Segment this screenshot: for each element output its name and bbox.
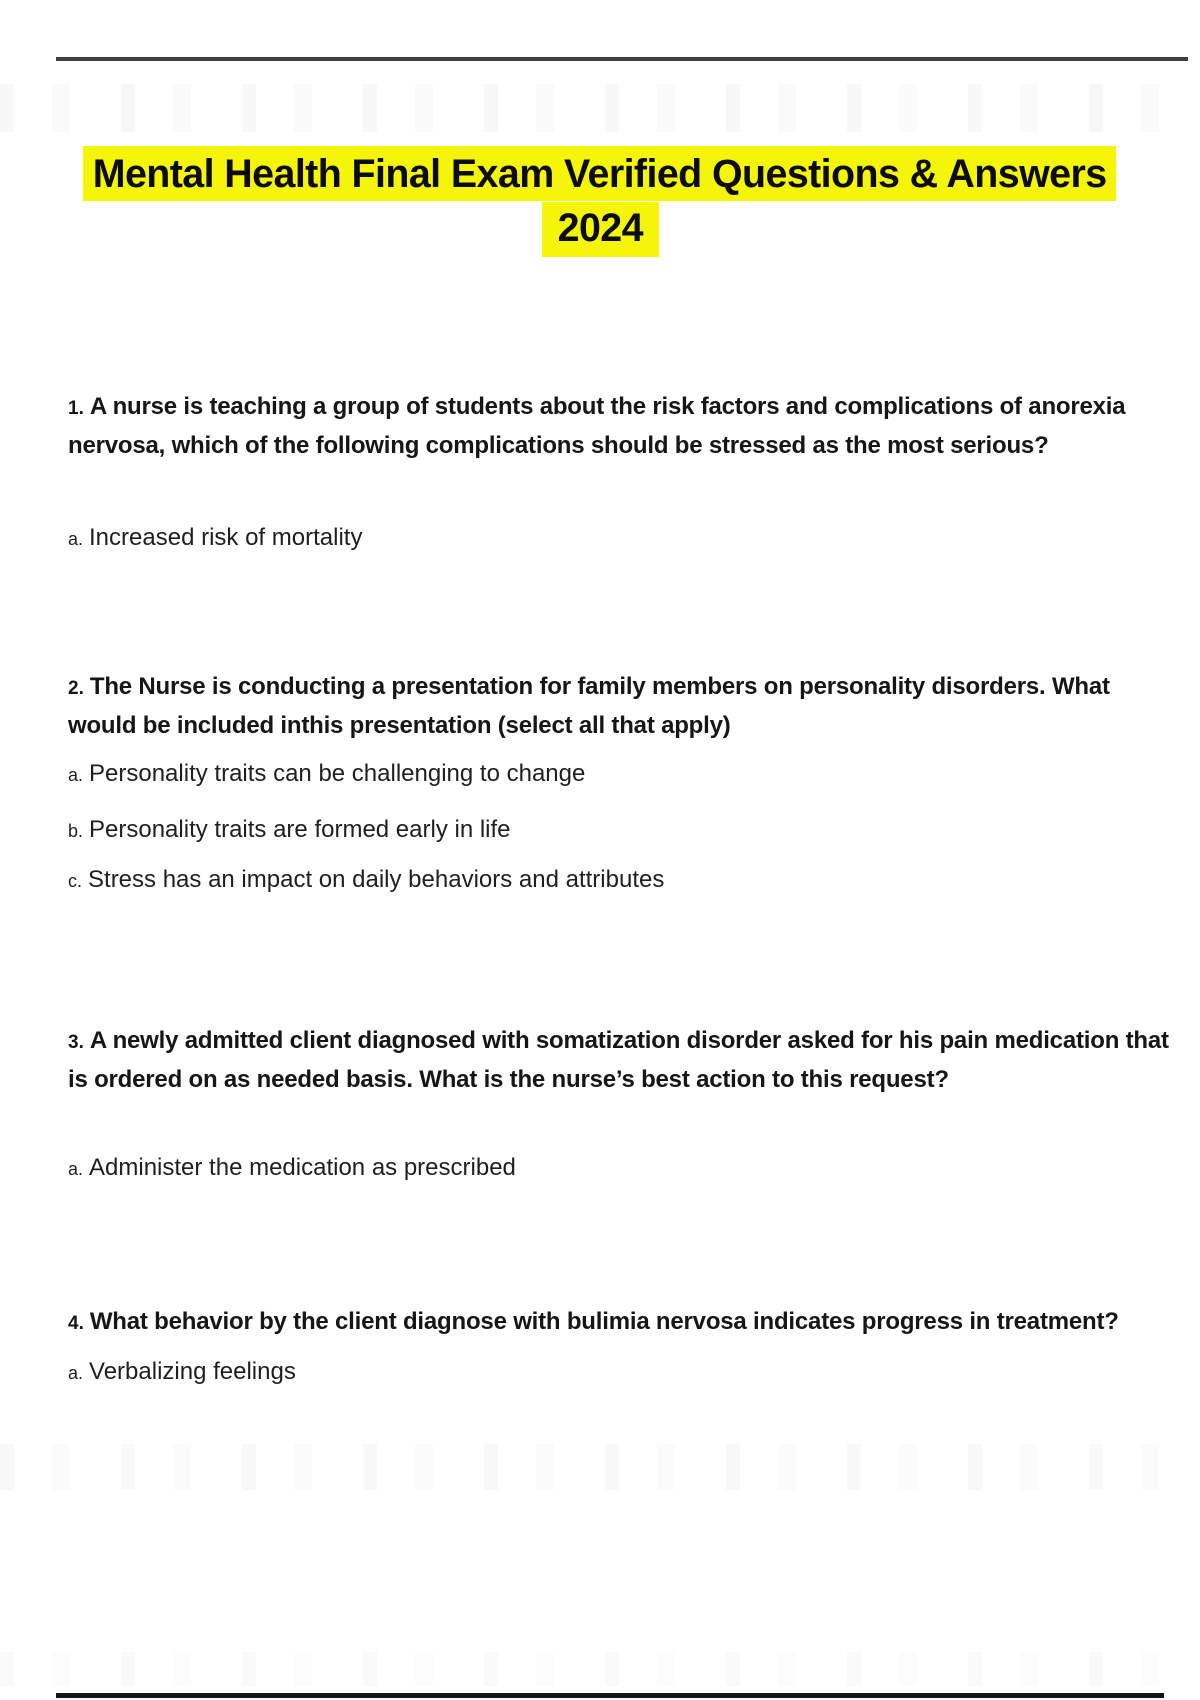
question-3-option-a-letter: a. [68, 1159, 84, 1179]
top-rule [56, 57, 1188, 61]
question-3-text: A newly admitted client diagnosed with somatization disorder asked for his pain medication that is ordered on as needed basis. What is the nurse’s best action to this request? [68, 1027, 1169, 1093]
scan-artifact-band [0, 1652, 1200, 1686]
question-2-option-a [68, 758, 585, 791]
question-1-option-a-text: Increased risk of mortality [89, 524, 363, 551]
question-4-option-a-text: Verbalizing feelings [89, 1358, 296, 1385]
question-4 [68, 1303, 1119, 1342]
question-4-text: What behavior by the client diagnose with bulimia nervosa indicates progress in treatment? [89, 1308, 1119, 1335]
question-3-option-a [68, 1152, 516, 1185]
scan-artifact-band [0, 84, 1200, 132]
question-2-option-b-letter: b. [68, 821, 84, 841]
question-1 [68, 388, 1170, 464]
question-1-number: 1. [68, 398, 84, 419]
question-2-option-b [68, 814, 511, 847]
page-title-year: 2024 [542, 202, 659, 257]
question-2-option-c-text: Stress has an impact on daily behaviors and attributes [88, 866, 665, 893]
question-1-option-a [68, 522, 362, 555]
question-3-option-a-text: Administer the medication as prescribed [89, 1154, 516, 1181]
question-2-option-c-letter: c. [68, 871, 83, 891]
question-2-option-b-text: Personality traits are formed early in life [89, 816, 511, 843]
question-4-number: 4. [68, 1313, 84, 1334]
page-title-text: Mental Health Final Exam Verified Questions & Answers [83, 146, 1117, 201]
question-1-text: A nurse is teaching a group of students about the risk factors and complications of anorexia nervosa, which of the following complications should be stressed as the most serious? [68, 393, 1126, 459]
question-2-option-a-letter: a. [68, 765, 84, 785]
question-4-option-a-letter: a. [68, 1363, 84, 1383]
question-3 [68, 1022, 1170, 1098]
question-2-number: 2. [68, 678, 84, 699]
question-1-option-a-letter: a. [68, 529, 84, 549]
question-2-option-a-text: Personality traits can be challenging to change [89, 760, 586, 787]
question-2-text: The Nurse is conducting a presentation for family members on personality disorders. What would be included inthis presentation (select all that apply) [68, 673, 1110, 739]
question-2-option-c [68, 864, 664, 897]
bottom-rule [56, 1693, 1164, 1698]
question-4-option-a [68, 1356, 296, 1389]
question-3-number: 3. [68, 1032, 84, 1053]
page-title [0, 146, 1200, 257]
question-2 [68, 668, 1170, 744]
scan-artifact-band [0, 1444, 1200, 1490]
